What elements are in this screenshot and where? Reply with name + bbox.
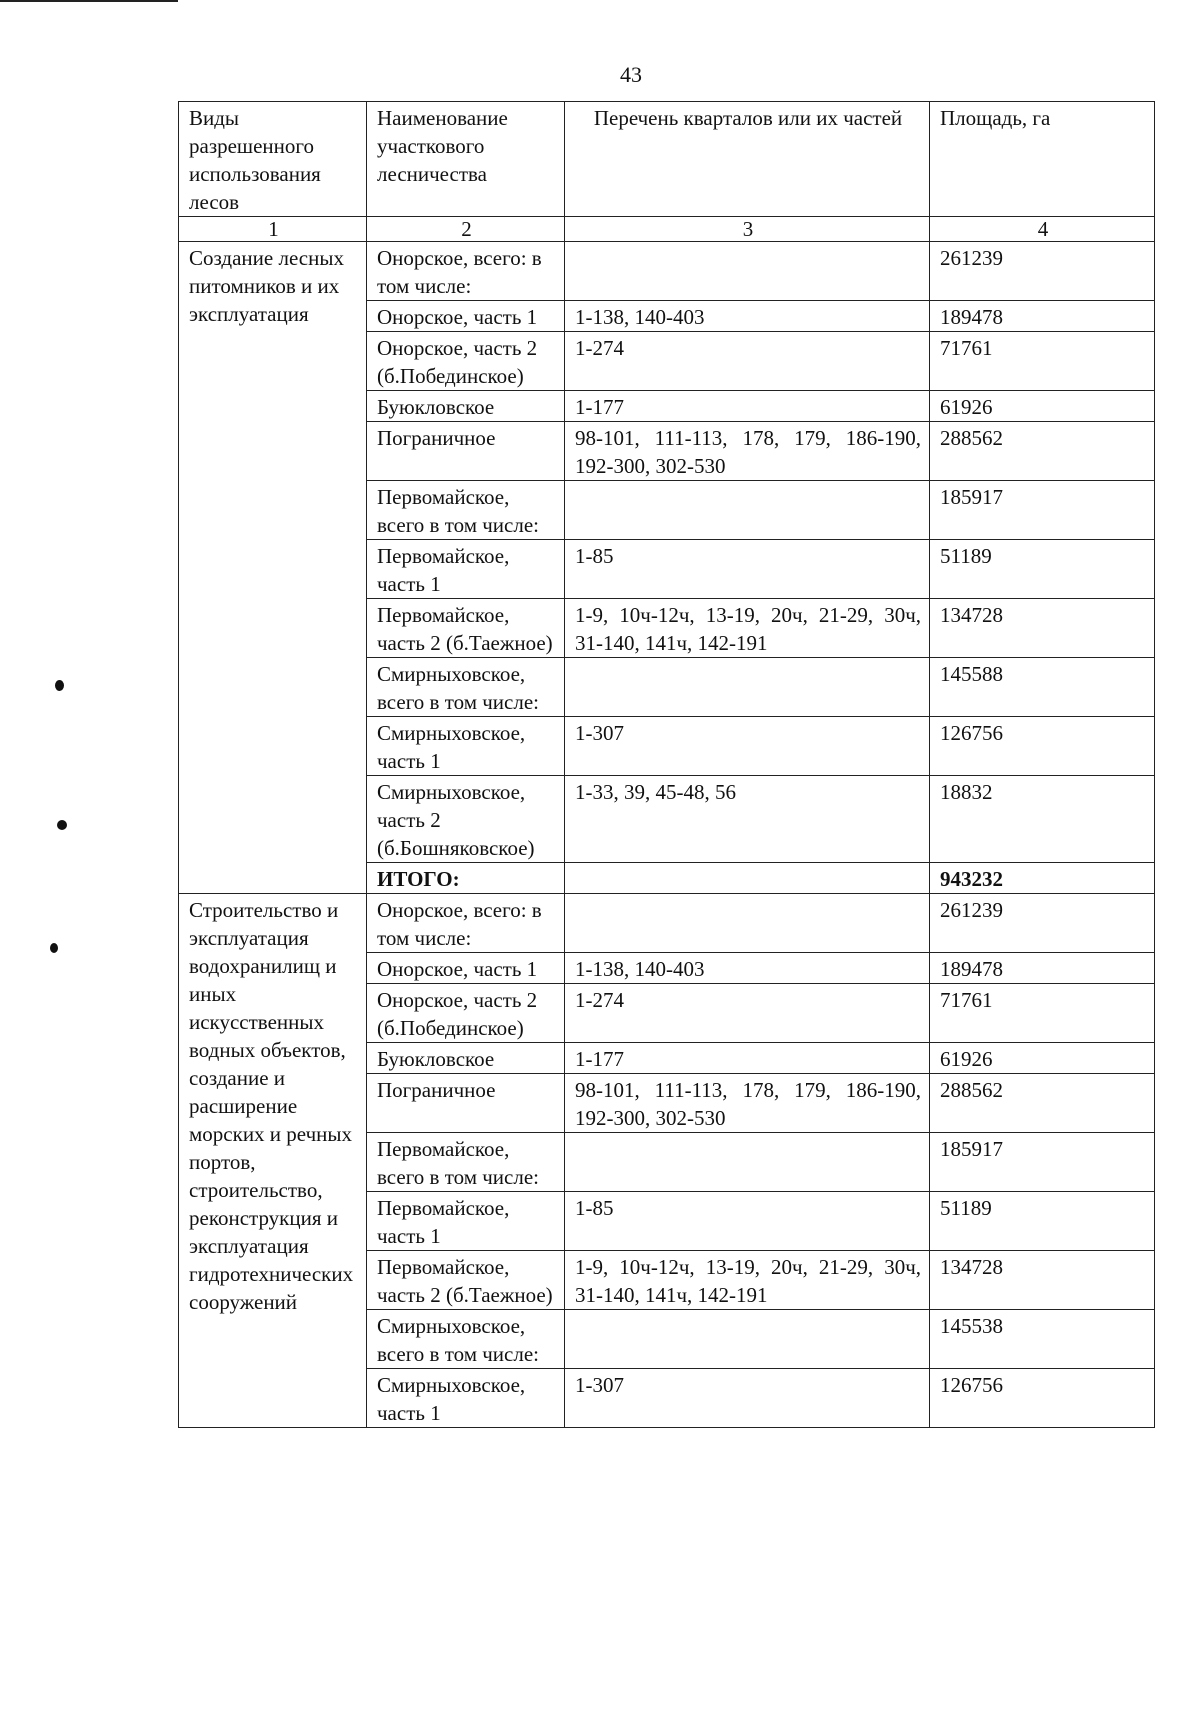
quarters-cell — [565, 1133, 930, 1192]
area-cell: 261239 — [930, 894, 1155, 953]
forestry-name-cell: Буюкловское — [367, 391, 565, 422]
column-number: 2 — [367, 217, 565, 242]
forestry-name-cell: Смирныховское, часть 1 — [367, 1369, 565, 1428]
forestry-name-cell: Первомайское, часть 1 — [367, 540, 565, 599]
quarters-cell — [565, 894, 930, 953]
use-type-cell: Строительство и эксплуатация водохранилищ и иных искусственных водных объектов, создание и расширение морских и речных портов, строительство, реконструкция и эксплуатация гидротехнических сооружений — [179, 894, 367, 1428]
area-cell: 134728 — [930, 599, 1155, 658]
area-cell: 71761 — [930, 984, 1155, 1043]
forestry-name-cell: Онорское, всего: в том числе: — [367, 894, 565, 953]
area-cell: 134728 — [930, 1251, 1155, 1310]
table-body — [179, 242, 1155, 1428]
column-number: 1 — [179, 217, 367, 242]
scan-speck — [50, 943, 58, 953]
use-type-cell: Создание лесных питомников и их эксплуатация — [179, 242, 367, 894]
quarters-cell: 1-307 — [565, 717, 930, 776]
area-cell: 71761 — [930, 332, 1155, 391]
forestry-name-cell: Смирныховское, всего в том числе: — [367, 1310, 565, 1369]
quarters-cell: 1-138, 140-403 — [565, 301, 930, 332]
forest-use-table — [178, 101, 1155, 1428]
column-number: 4 — [930, 217, 1155, 242]
forestry-name-cell: Буюкловское — [367, 1043, 565, 1074]
quarters-cell: 1-177 — [565, 391, 930, 422]
quarters-cell: 1-9, 10ч-12ч, 13-19, 20ч, 21-29, 30ч, 31-140, 141ч, 142-191 — [565, 599, 930, 658]
scan-speck — [57, 820, 67, 830]
forestry-name-cell: Онорское, часть 2 (б.Побединское) — [367, 332, 565, 391]
area-cell: 261239 — [930, 242, 1155, 301]
forestry-name-cell: Смирныховское, часть 1 — [367, 717, 565, 776]
header-forestry-name: Наименование участкового лесничества — [367, 102, 565, 217]
forestry-name-cell: Пограничное — [367, 422, 565, 481]
quarters-cell: 1-307 — [565, 1369, 930, 1428]
table-row — [179, 894, 1155, 953]
area-cell: 18832 — [930, 776, 1155, 863]
quarters-cell: 1-85 — [565, 1192, 930, 1251]
forestry-name-cell: Онорское, всего: в том числе: — [367, 242, 565, 301]
column-number-row — [179, 217, 1155, 242]
table-header — [179, 102, 1155, 242]
forestry-name-cell: Онорское, часть 1 — [367, 301, 565, 332]
forestry-name-cell: Пограничное — [367, 1074, 565, 1133]
column-number: 3 — [565, 217, 930, 242]
area-cell: 189478 — [930, 953, 1155, 984]
forestry-name-cell: Первомайское, часть 2 (б.Таежное) — [367, 1251, 565, 1310]
quarters-cell: 1-85 — [565, 540, 930, 599]
area-cell: 51189 — [930, 1192, 1155, 1251]
area-cell: 288562 — [930, 1074, 1155, 1133]
area-cell: 126756 — [930, 1369, 1155, 1428]
quarters-cell — [565, 658, 930, 717]
quarters-cell: 1-33, 39, 45-48, 56 — [565, 776, 930, 863]
quarters-cell: 1-274 — [565, 332, 930, 391]
area-cell: 126756 — [930, 717, 1155, 776]
page-number: 43 — [620, 62, 642, 87]
area-cell: 61926 — [930, 1043, 1155, 1074]
header-area: Площадь, га — [930, 102, 1155, 217]
header-row — [179, 102, 1155, 217]
quarters-cell — [565, 863, 930, 894]
quarters-cell: 1-138, 140-403 — [565, 953, 930, 984]
forestry-name-cell: Онорское, часть 2 (б.Побединское) — [367, 984, 565, 1043]
header-use-type: Виды разрешенного использования лесов — [179, 102, 367, 217]
table-row — [179, 242, 1155, 301]
quarters-cell — [565, 481, 930, 540]
quarters-cell: 1-177 — [565, 1043, 930, 1074]
area-cell: 185917 — [930, 1133, 1155, 1192]
area-cell: 145588 — [930, 658, 1155, 717]
area-cell: 943232 — [930, 863, 1155, 894]
area-cell: 51189 — [930, 540, 1155, 599]
forestry-name-cell: Первомайское, всего в том числе: — [367, 1133, 565, 1192]
forestry-name-cell: Смирныховское, часть 2 (б.Бошняковское) — [367, 776, 565, 863]
area-cell: 189478 — [930, 301, 1155, 332]
area-cell: 145538 — [930, 1310, 1155, 1369]
quarters-cell: 98-101, 111-113, 178, 179, 186-190, 192-300, 302-530 — [565, 1074, 930, 1133]
area-cell: 185917 — [930, 481, 1155, 540]
forestry-name-cell: Смирныховское, всего в том числе: — [367, 658, 565, 717]
quarters-cell — [565, 242, 930, 301]
header-quarters: Перечень кварталов или их частей — [565, 102, 930, 217]
quarters-cell: 1-9, 10ч-12ч, 13-19, 20ч, 21-29, 30ч, 31-140, 141ч, 142-191 — [565, 1251, 930, 1310]
forestry-name-cell: Онорское, часть 1 — [367, 953, 565, 984]
forest-use-table-container — [178, 101, 1154, 1428]
scan-speck — [55, 680, 64, 691]
forestry-name-cell: Первомайское, часть 2 (б.Таежное) — [367, 599, 565, 658]
area-cell: 288562 — [930, 422, 1155, 481]
quarters-cell: 1-274 — [565, 984, 930, 1043]
forestry-name-cell: Первомайское, часть 1 — [367, 1192, 565, 1251]
scan-edge-line — [0, 0, 178, 2]
quarters-cell: 98-101, 111-113, 178, 179, 186-190, 192-300, 302-530 — [565, 422, 930, 481]
area-cell: 61926 — [930, 391, 1155, 422]
forestry-name-cell: ИТОГО: — [367, 863, 565, 894]
quarters-cell — [565, 1310, 930, 1369]
forestry-name-cell: Первомайское, всего в том числе: — [367, 481, 565, 540]
